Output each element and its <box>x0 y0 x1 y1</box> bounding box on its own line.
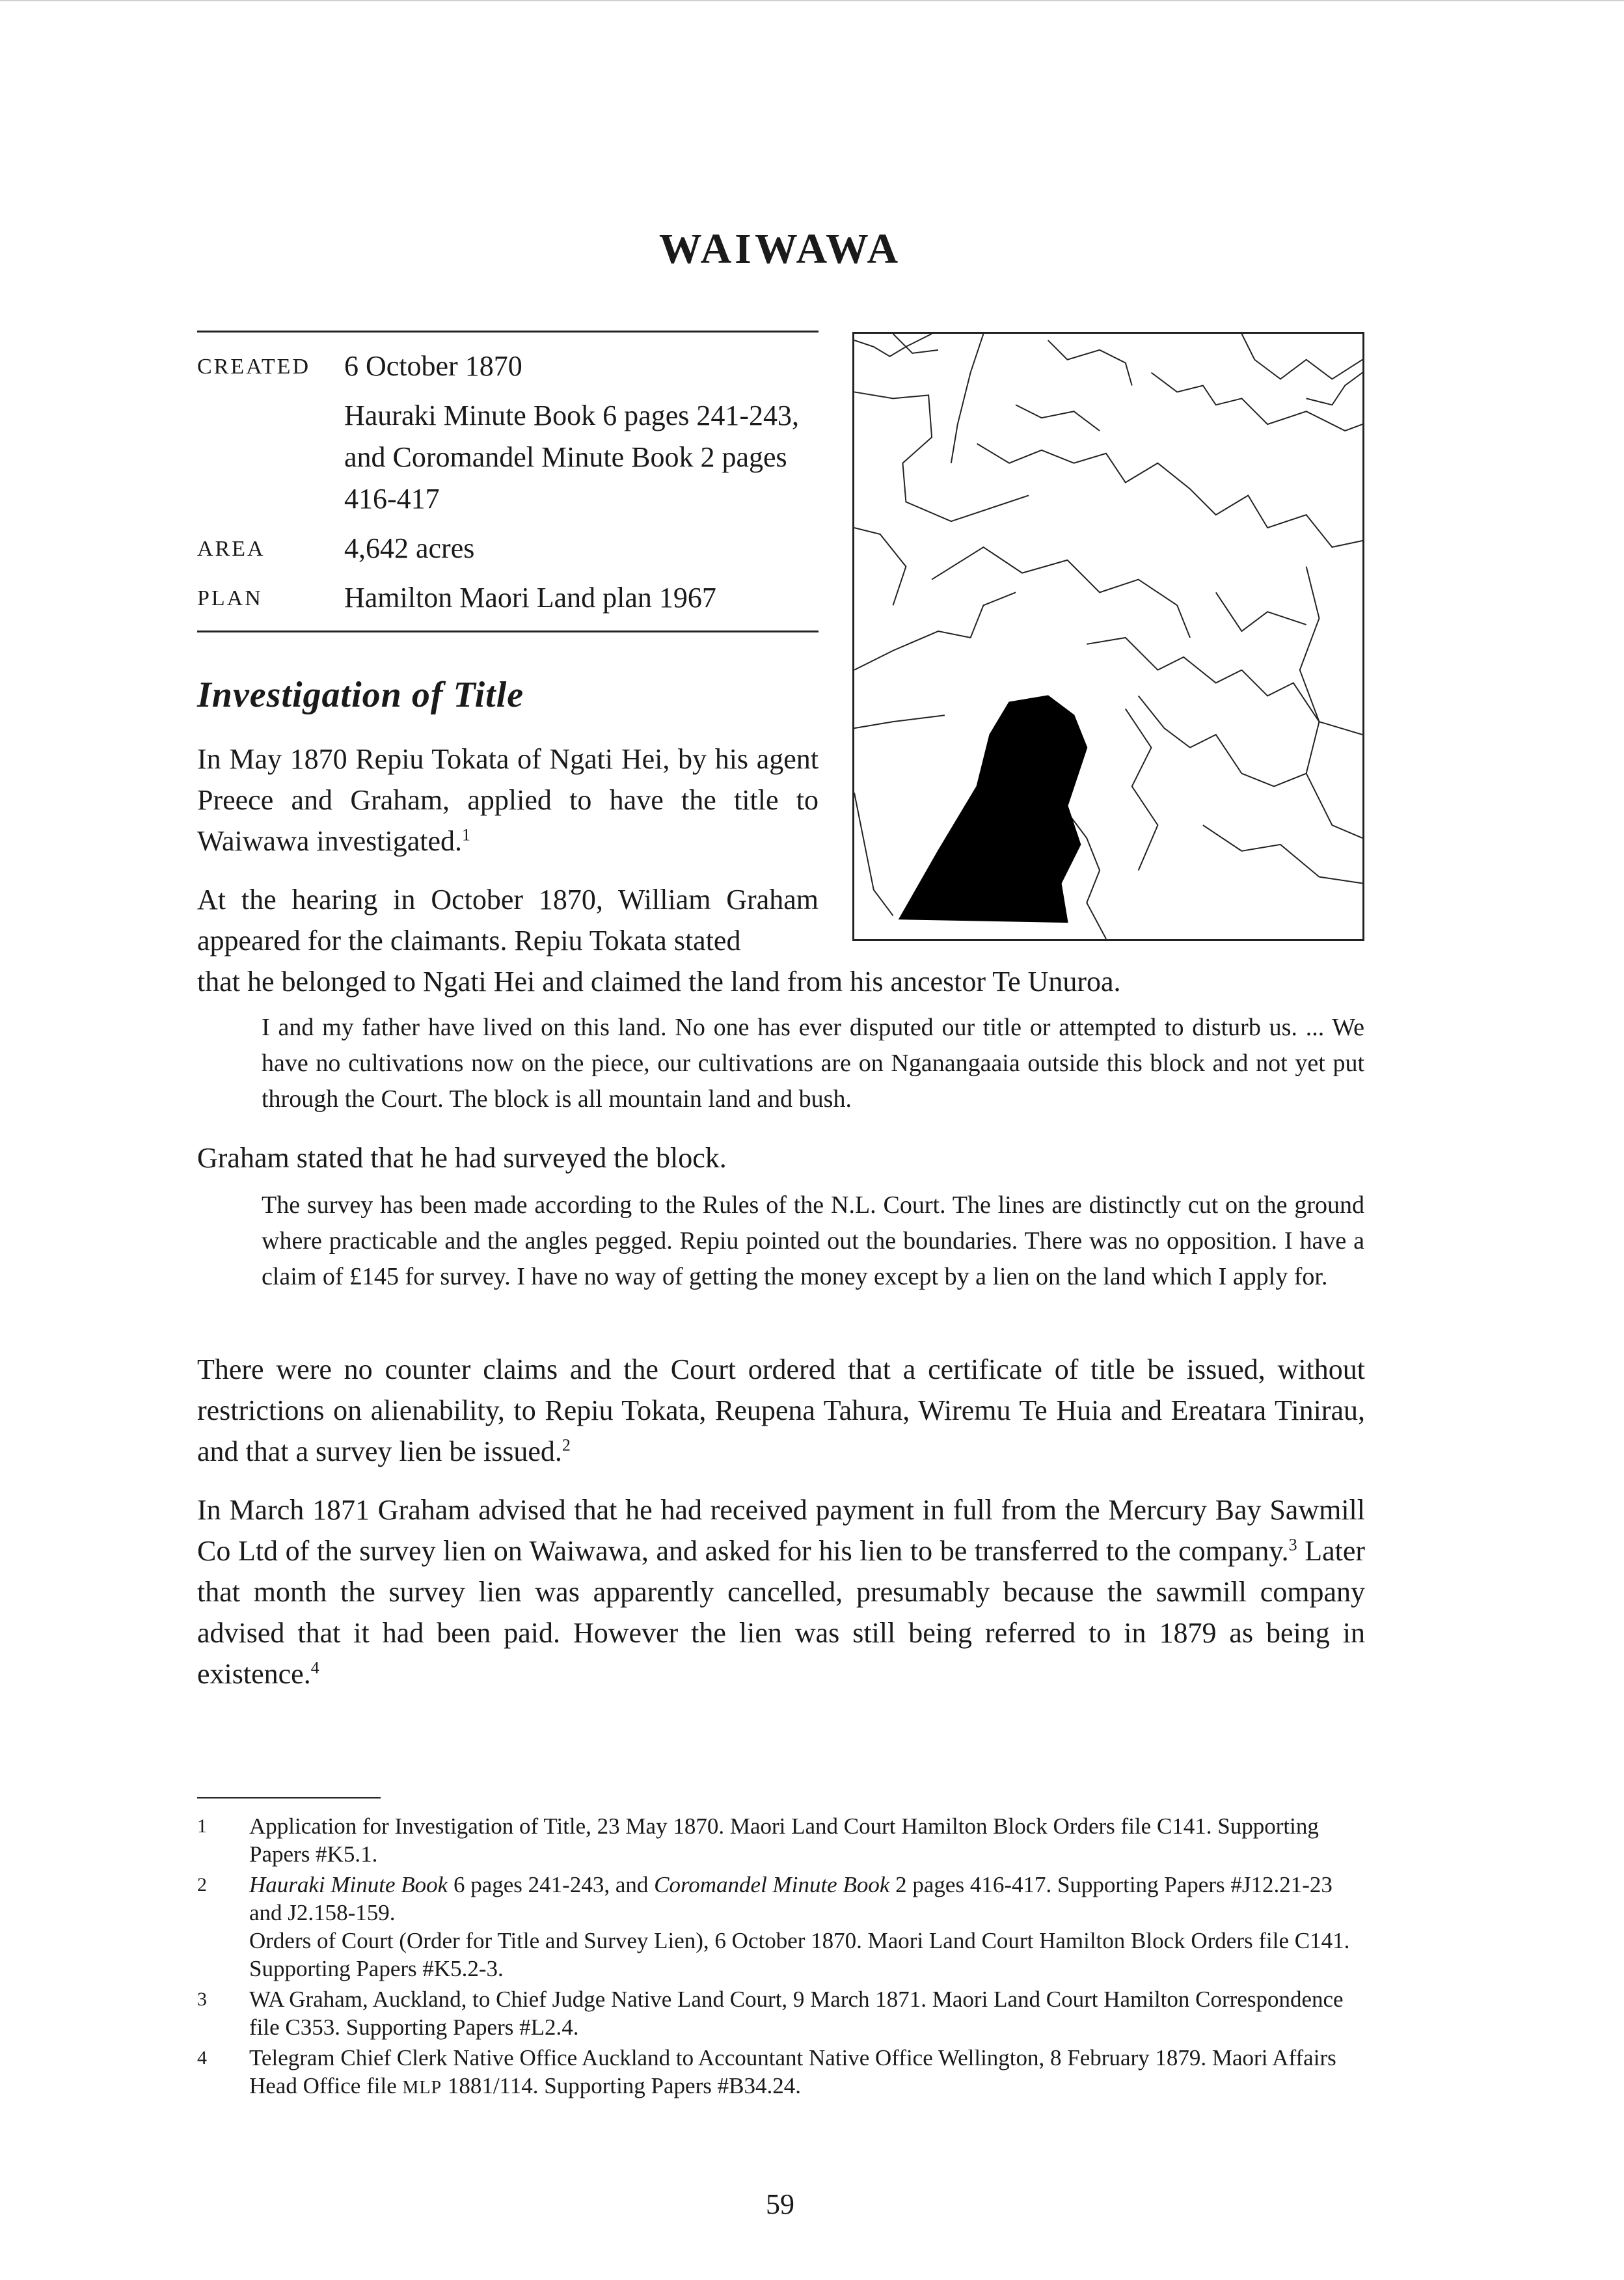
footnote-2-text <box>249 1871 1365 1983</box>
footnote-4-number: 4 <box>197 2047 207 2069</box>
footnote-2-number: 2 <box>197 1874 207 1895</box>
footnote-divider <box>197 1797 381 1798</box>
meta-plan-label: PLAN <box>197 586 263 610</box>
paragraph-1 <box>197 739 819 862</box>
footnote-1 <box>197 1812 1365 1868</box>
section-heading: Investigation of Title <box>197 675 524 715</box>
footnote-ref-2: 2 <box>562 1435 571 1455</box>
quote-2: The survey has been made according to the Rules of the N.L. Court. The lines are distinctly cut on the ground where practicable and the angles pegged. Repiu pointed out the boundaries. There was no opposition. I have a claim of £145 for survey. I have no way of getting the money except by a lien on the land which I apply for. <box>262 1191 1364 1290</box>
paragraph-4-text: There were no counter claims and the Court ordered that a certificate of title be issued, without restrictions on alienability, to Repiu Tokata, Reupena Tahura, Wiremu Te Huia and Ereatara Tinirau, and that a survey lien be issued. <box>197 1353 1365 1467</box>
paragraph-1-text: In May 1870 Repiu Tokata of Ngati Hei, by his agent Preece and Graham, applied to have the title to Waiwawa investigated. <box>197 743 819 857</box>
footnote-4 <box>197 2044 1365 2102</box>
quote-1: I and my father have lived on this land. No one has ever disputed our title or attempted to disturb us. ... We have no cultivations now on the piece, our cultivations are on Nganangaaia outside this block and not yet put through the Court. The block is all mountain land and bush. <box>262 1014 1364 1113</box>
waiwawa-block-shape <box>899 696 1087 922</box>
page-number: 59 <box>766 2188 794 2220</box>
footnote-4-smallcaps: MLP <box>402 2078 442 2098</box>
footnote-4-text <box>249 2044 1365 2102</box>
page-title: WAIWAWA <box>658 225 902 273</box>
footnote-2-line-2: Orders of Court (Order for Title and Survey Lien), 6 October 1870. Maori Land Court Hamilton Block Orders file C141. Supporting Papers #K5.2-3. <box>249 1928 1350 1981</box>
footnote-4-part-a: Telegram Chief Clerk Native Office Auckland to Accountant Native Office Wellington, 8 February 1879. Maori Affairs Head Office file <box>249 2045 1336 2098</box>
footnote-1-number: 1 <box>197 1815 207 1837</box>
footnote-2-line-1 <box>249 1871 1365 1927</box>
created-source: Hauraki Minute Book 6 pages 241-243, and Coromandel Minute Book 2 pages 416-417 <box>344 400 799 515</box>
footnote-ref-3: 3 <box>1288 1535 1297 1554</box>
created-date: 6 October 1870 <box>344 350 522 382</box>
meta-area-row <box>197 528 819 569</box>
footnote-3-number: 3 <box>197 1988 207 2010</box>
footnote-2-part-2: 2 pages 416-417. Supporting Papers #J12.21-23 and J2.158-159. <box>249 1872 1333 1925</box>
paragraph-5 <box>197 1489 1365 1694</box>
footnote-ref-1: 1 <box>461 825 470 845</box>
meta-plan-value: Hamilton Maori Land plan 1967 <box>344 582 716 614</box>
meta-created-value <box>344 346 819 520</box>
footnote-ref-4: 4 <box>310 1658 319 1677</box>
footnote-1-text: Application for Investigation of Title, 23 May 1870. Maori Land Court Hamilton Block Orders file C141. Supporting Papers #K5.1. <box>249 1813 1319 1867</box>
footnote-2-italic-1: Hauraki Minute Book <box>249 1872 448 1897</box>
paragraph-2b: that he belonged to Ngati Hei and claimed the land from his ancestor Te Unuroa. <box>197 966 1121 998</box>
footnote-2-italic-2: Coromandel Minute Book <box>654 1872 890 1897</box>
footnote-3-text: WA Graham, Auckland, to Chief Judge Native Land Court, 9 March 1871. Maori Land Court Hamilton Correspondence file C353. Supporting Papers #L2.4. <box>249 1987 1344 2040</box>
block-metadata-table <box>197 331 819 632</box>
meta-area-value: 4,642 acres <box>344 532 475 564</box>
paragraph-3: Graham stated that he had surveyed the block. <box>197 1142 727 1174</box>
meta-created-row <box>197 346 819 520</box>
footnote-2 <box>197 1871 1365 1983</box>
meta-area-label: AREA <box>197 537 265 561</box>
paragraph-4 <box>197 1349 1365 1472</box>
footnote-4-part-b: 1881/114. Supporting Papers #B34.24. <box>442 2073 801 2098</box>
meta-plan-row <box>197 577 819 619</box>
footnotes <box>197 1812 1365 2104</box>
paragraph-2a: At the hearing in October 1870, William Graham appeared for the claimants. Repiu Tokata stated <box>197 884 819 957</box>
block-location-map <box>852 332 1364 941</box>
meta-created-label: CREATED <box>197 355 310 379</box>
paragraph-5a-text: In March 1871 Graham advised that he had received payment in full from the Mercury Bay Sawmill Co Ltd of the survey lien on Waiwawa, and asked for his lien to be transferred to the company. <box>197 1494 1365 1567</box>
footnote-3 <box>197 1985 1365 2041</box>
footnote-2-part-1: 6 pages 241-243, and <box>448 1872 655 1897</box>
map-drawing <box>854 334 1362 939</box>
paragraph-5b-text: Later that month the survey lien was apparently cancelled, presumably because the sawmill company advised that it had been paid. However the lien was still being referred to in 1879 as being in existence. <box>197 1535 1366 1690</box>
scan-top-edge <box>0 0 1624 1</box>
